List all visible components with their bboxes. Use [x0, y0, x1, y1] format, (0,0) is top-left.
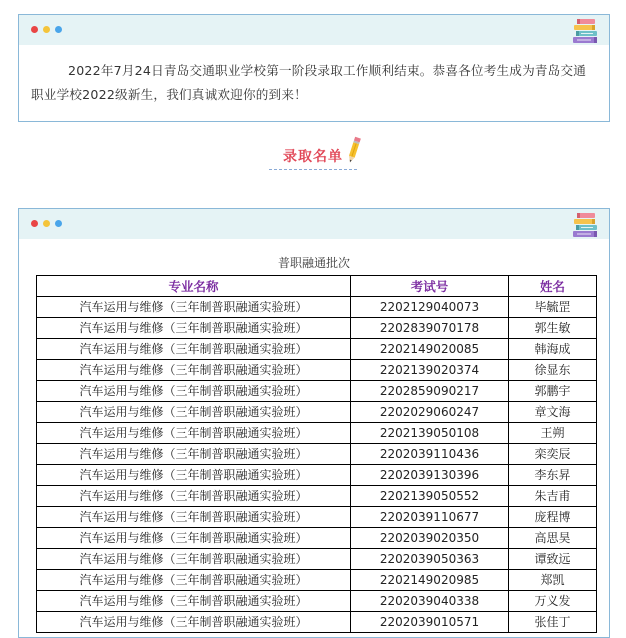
pencil-icon [345, 136, 363, 164]
cell-major: 汽车运用与维修（三年制普职融通实验班） [37, 339, 351, 360]
table-row [37, 444, 597, 465]
cell-exam-id: 2202839070178 [351, 318, 509, 339]
yellow-dot-icon [43, 26, 50, 33]
cell-exam-id: 2202039010571 [351, 612, 509, 633]
cell-name: 王朔 [509, 423, 597, 444]
cell-name: 谭致远 [509, 549, 597, 570]
cell-name: 庞程博 [509, 507, 597, 528]
table-row [37, 318, 597, 339]
cell-exam-id: 2202039110677 [351, 507, 509, 528]
table-row [37, 528, 597, 549]
header-exam-id: 考试号 [351, 276, 509, 297]
cell-exam-id: 2202139050108 [351, 423, 509, 444]
cell-major: 汽车运用与维修（三年制普职融通实验班） [37, 360, 351, 381]
cell-major: 汽车运用与维修（三年制普职融通实验班） [37, 318, 351, 339]
cell-name: 郑凯 [509, 570, 597, 591]
window-dots [31, 220, 62, 227]
table-row [37, 507, 597, 528]
cell-major: 汽车运用与维修（三年制普职融通实验班） [37, 297, 351, 318]
table-row [37, 570, 597, 591]
cell-major: 汽车运用与维修（三年制普职融通实验班） [37, 612, 351, 633]
cell-major: 汽车运用与维修（三年制普职融通实验班） [37, 486, 351, 507]
cell-name: 高思昊 [509, 528, 597, 549]
cell-exam-id: 2202859090217 [351, 381, 509, 402]
cell-name: 毕毓罡 [509, 297, 597, 318]
red-dot-icon [31, 220, 38, 227]
cell-exam-id: 2202039050363 [351, 549, 509, 570]
cell-name: 章文海 [509, 402, 597, 423]
cell-major: 汽车运用与维修（三年制普职融通实验班） [37, 465, 351, 486]
cell-name: 朱吉甫 [509, 486, 597, 507]
section-title-text: 录取名单 [283, 149, 343, 165]
cell-major: 汽车运用与维修（三年制普职融通实验班） [37, 570, 351, 591]
cell-major: 汽车运用与维修（三年制普职融通实验班） [37, 549, 351, 570]
red-dot-icon [31, 26, 38, 33]
card-header [19, 209, 609, 239]
cell-name: 郭生敏 [509, 318, 597, 339]
table-row [37, 360, 597, 381]
roster-card [18, 208, 610, 638]
cell-exam-id: 2202039020350 [351, 528, 509, 549]
table-row [37, 486, 597, 507]
books-icon [571, 211, 601, 239]
table-row [37, 612, 597, 633]
cell-name: 张佳丁 [509, 612, 597, 633]
cell-name: 万义发 [509, 591, 597, 612]
cell-exam-id: 2202039130396 [351, 465, 509, 486]
cell-major: 汽车运用与维修（三年制普职融通实验班） [37, 381, 351, 402]
table-row [37, 402, 597, 423]
table-caption: 普职融通批次 [277, 256, 350, 270]
cell-major: 汽车运用与维修（三年制普职融通实验班） [37, 402, 351, 423]
roster-body [37, 297, 597, 633]
cell-name: 栾奕辰 [509, 444, 597, 465]
cell-exam-id: 2202149020985 [351, 570, 509, 591]
intro-paragraph: 2022年7月24日青岛交通职业学校第一阶段录取工作顺利结束。恭喜各位考生成为青岛交通职业学校2022级新生，我们真诚欢迎你的到来！ [31, 63, 587, 102]
cell-exam-id: 2202039110436 [351, 444, 509, 465]
blue-dot-icon [55, 26, 62, 33]
card-header [19, 15, 609, 45]
header-major: 专业名称 [37, 276, 351, 297]
cell-name: 韩海成 [509, 339, 597, 360]
cell-exam-id: 2202149020085 [351, 339, 509, 360]
cell-name: 李东昇 [509, 465, 597, 486]
section-title [0, 140, 626, 170]
table-row [37, 591, 597, 612]
table-row [37, 297, 597, 318]
cell-exam-id: 2202129040073 [351, 297, 509, 318]
table-header-row [37, 276, 597, 297]
cell-major: 汽车运用与维修（三年制普职融通实验班） [37, 591, 351, 612]
cell-major: 汽车运用与维修（三年制普职融通实验班） [37, 528, 351, 549]
header-name: 姓名 [509, 276, 597, 297]
table-row [37, 549, 597, 570]
cell-name: 徐显东 [509, 360, 597, 381]
table-row [37, 465, 597, 486]
yellow-dot-icon [43, 220, 50, 227]
section-title-label [269, 140, 357, 170]
cell-major: 汽车运用与维修（三年制普职融通实验班） [37, 423, 351, 444]
books-icon [571, 17, 601, 45]
blue-dot-icon [55, 220, 62, 227]
window-dots [31, 26, 62, 33]
table-row [37, 423, 597, 444]
roster-table [36, 275, 597, 633]
intro-card [18, 14, 610, 122]
cell-major: 汽车运用与维修（三年制普职融通实验班） [37, 507, 351, 528]
cell-major: 汽车运用与维修（三年制普职融通实验班） [37, 444, 351, 465]
cell-exam-id: 2202029060247 [351, 402, 509, 423]
table-row [37, 339, 597, 360]
cell-exam-id: 2202139050552 [351, 486, 509, 507]
cell-exam-id: 2202039040338 [351, 591, 509, 612]
cell-exam-id: 2202139020374 [351, 360, 509, 381]
cell-name: 郭鹏宇 [509, 381, 597, 402]
table-row [37, 381, 597, 402]
